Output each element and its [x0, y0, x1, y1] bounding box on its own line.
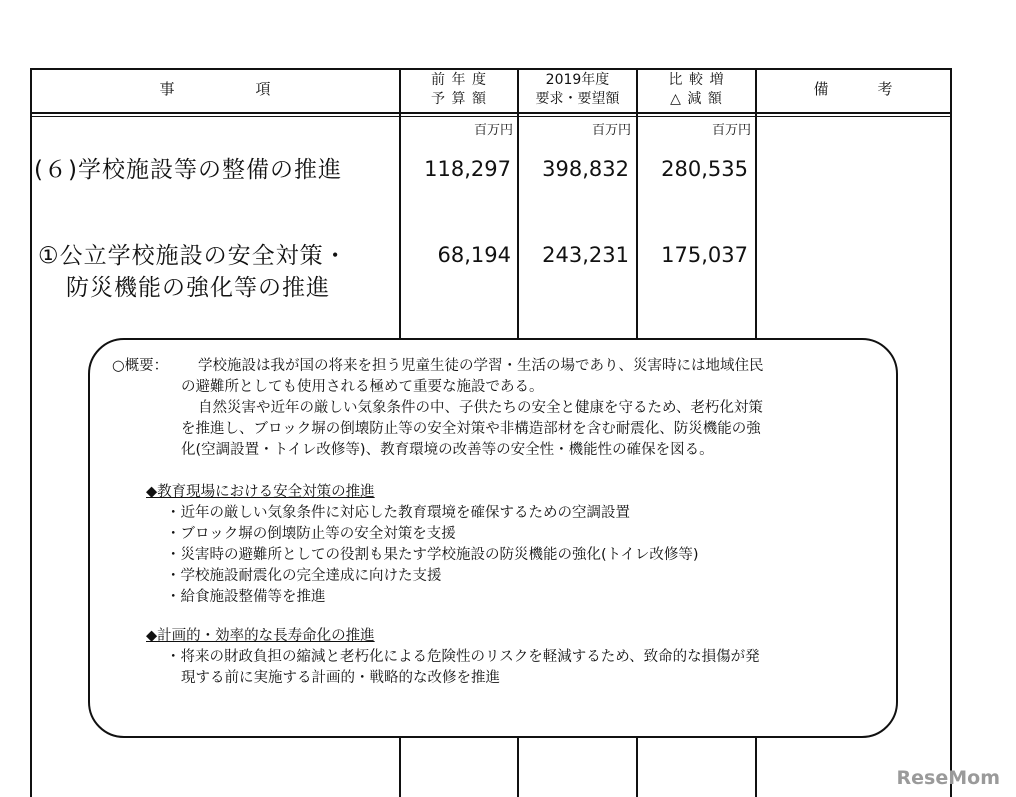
section-2-bullet-2: 現する前に実施する計画的・戦略的な改修を推進: [181, 670, 500, 686]
summary-line-5: 化(空調設置・トイレ改修等)、教育環境の改善等の安全性・機能性の確保を図る。: [181, 442, 714, 458]
section-1-bullet-1: ・近年の厳しい気象条件に対応した教育環境を確保するための空調設置: [166, 505, 630, 521]
header-difference: [638, 71, 755, 109]
section-2-bullet-1: ・将来の財政負担の縮減と老朽化による危険性のリスクを軽減するため、致命的な損傷が発: [166, 649, 760, 665]
row-title-1-line1: ①公立学校施設の安全対策・: [38, 243, 348, 269]
summary-line-4: を推進し、ブロック塀の倒壊防止等の安全対策や非構造部材を含む耐震化、防災機能の強: [181, 421, 761, 437]
row-6-prev: 118,297: [424, 157, 511, 181]
header-notes: [757, 80, 950, 99]
row-6-diff: 280,535: [661, 157, 748, 181]
unit-prev: 百万円: [473, 123, 513, 138]
summary-line-3: 自然災害や近年の厳しい気象条件の中、子供たちの安全と健康を守るため、老朽化対策: [198, 400, 763, 416]
header-gap-line: [30, 116, 952, 117]
section-1-bullet-3: ・災害時の避難所としての役割も果たす学校施設の防災機能の強化(トイレ改修等): [166, 547, 699, 563]
section-1-bullet-4: ・学校施設耐震化の完全達成に向けた支援: [166, 568, 442, 584]
left-border: [30, 68, 32, 797]
resemom-logo: ReseMom: [896, 767, 1000, 789]
section-1-heading: ◆教育現場における安全対策の推進: [146, 484, 375, 500]
row-title-6: (６)学校施設等の整備の推進: [34, 157, 342, 183]
table-top-border: [30, 68, 952, 70]
header-item: [32, 80, 399, 99]
section-2-heading: ◆計画的・効率的な長寿命化の推進: [146, 628, 375, 644]
summary-line-2: の避難所としても使用される極めて重要な施設である。: [181, 379, 544, 395]
header-diff-line1: 比 較 増: [668, 72, 725, 88]
header-prev-line1: 前 年 度: [431, 72, 487, 88]
unit-diff: 百万円: [711, 123, 751, 138]
summary-label: ○概要：: [112, 358, 169, 374]
row-1-prev: 68,194: [437, 243, 511, 267]
header-req-line1: 2019年度: [545, 72, 610, 88]
header-diff-line2: △ 減 額: [670, 91, 723, 107]
unit-req: 百万円: [591, 123, 631, 138]
row-1-req: 243,231: [542, 243, 629, 267]
header-req-line2: 要求・要望額: [535, 91, 620, 107]
header-prev-line2: 予 算 額: [431, 91, 487, 107]
row-6-req: 398,832: [542, 157, 629, 181]
header-item-label: 事 項: [159, 80, 272, 98]
row-1-diff: 175,037: [661, 243, 748, 267]
summary-line-1: 学校施設は我が国の将来を担う児童生徒の学習・生活の場であり、災害時には地域住民: [198, 358, 764, 374]
header-request: [519, 71, 636, 109]
section-1-bullet-5: ・給食施設整備等を推進: [166, 589, 326, 605]
header-prev-budget: [401, 71, 517, 109]
row-title-1-line2: 防災機能の強化等の推進: [66, 275, 330, 301]
header-bottom-border: [30, 112, 952, 114]
right-border: [950, 68, 952, 797]
section-1-bullet-2: ・ブロック塀の倒壊防止等の安全対策を支援: [166, 526, 456, 542]
header-notes-label: 備 考: [813, 80, 894, 98]
